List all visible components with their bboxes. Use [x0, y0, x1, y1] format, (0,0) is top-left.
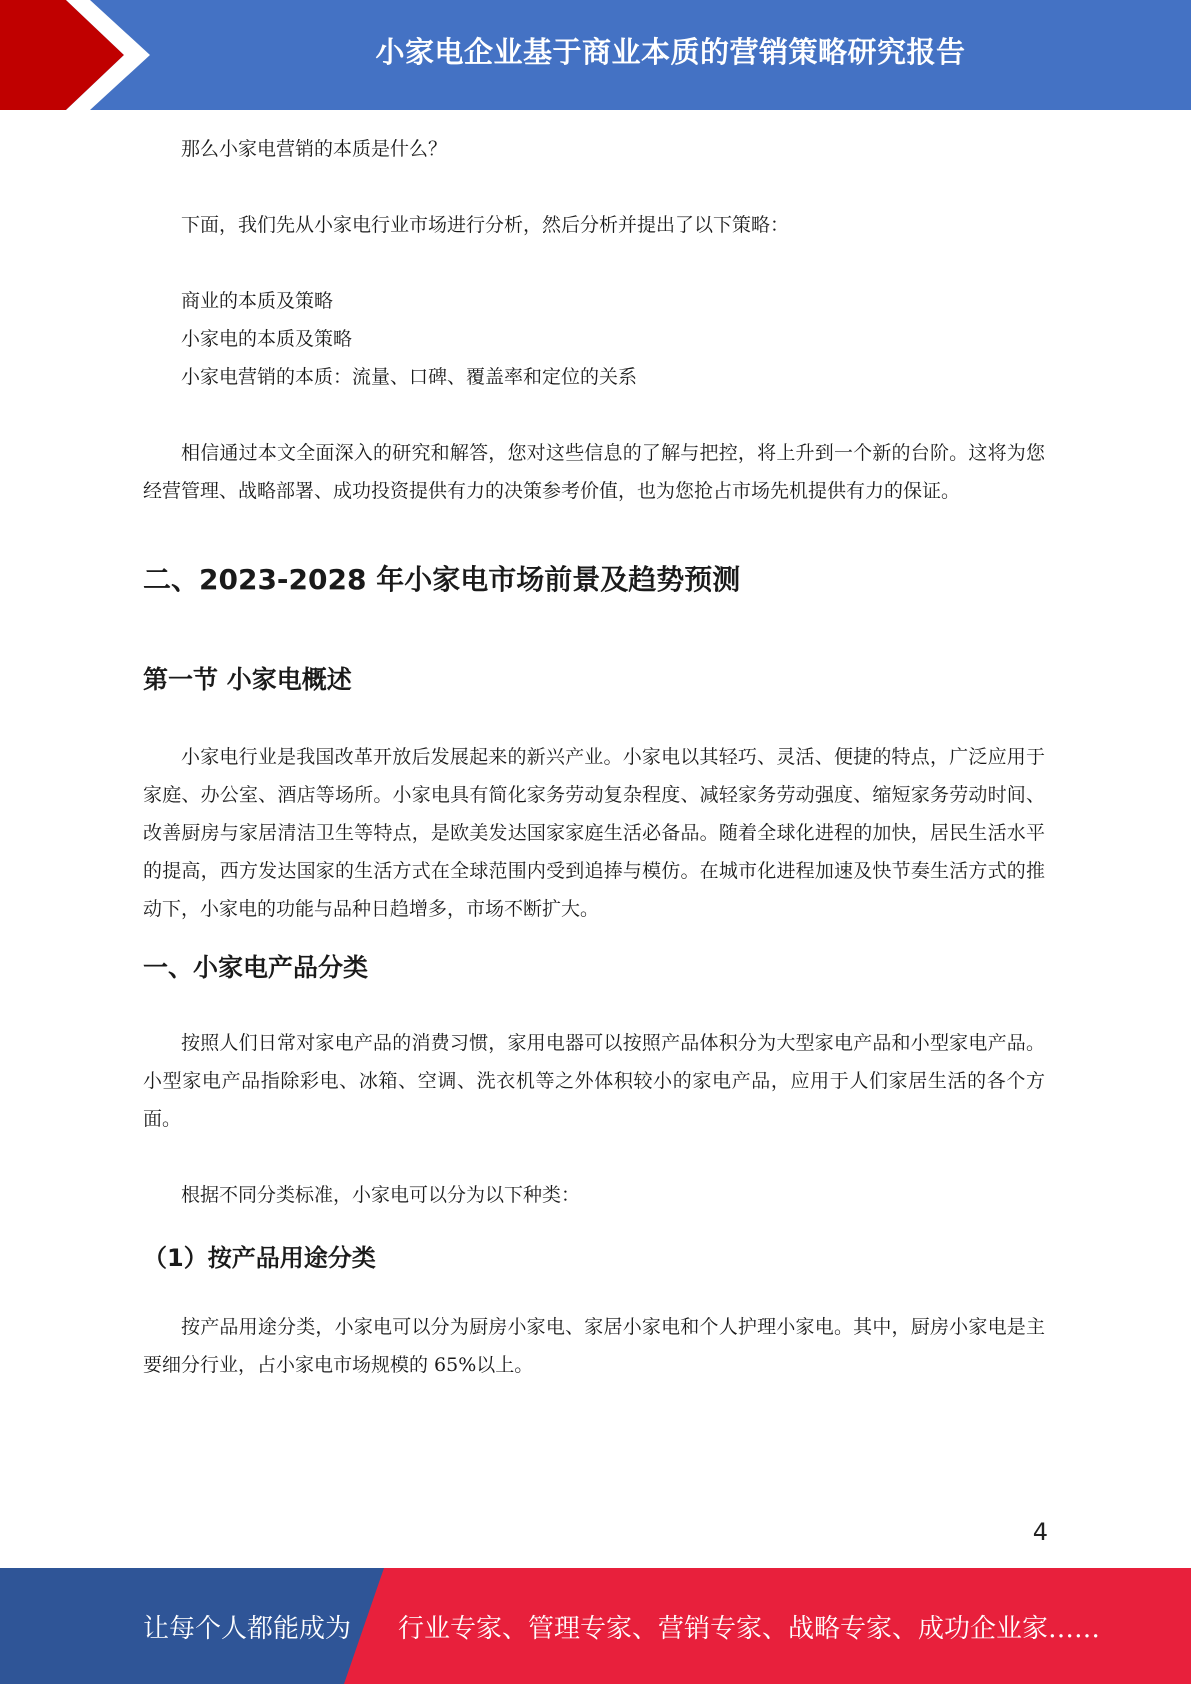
page-footer [0, 1568, 1191, 1684]
list-item: 商业的本质及策略 [181, 290, 334, 312]
footer-slogan-left: 让每个人都能成为 [143, 1613, 352, 1644]
by-use-heading: （1）按产品用途分类 [143, 1244, 376, 1272]
page-header [0, 0, 1191, 110]
page-number: 4 [1032, 1518, 1048, 1546]
report-title: 小家电企业基于商业本质的营销策略研究报告 [375, 34, 966, 69]
intro-lead: 下面，我们先从小家电行业市场进行分析，然后分析并提出了以下策略： [181, 214, 790, 236]
by-use-paragraph: 按产品用途分类，小家电可以分为厨房小家电、家居小家电和个人护理小家电。其中，厨房小家电是主要细分行业，占小家电市场规模的 65%以上。 [143, 1316, 1045, 1376]
intro-question: 那么小家电营销的本质是什么？ [181, 138, 448, 160]
classification-heading: 一、小家电产品分类 [143, 953, 369, 982]
overview-paragraph: 小家电行业是我国改革开放后发展起来的新兴产业。小家电以其轻巧、灵活、便捷的特点，广泛应用于家庭、办公室、酒店等场所。小家电具有简化家务劳动复杂程度、减轻家务劳动强度、缩短家务劳动时间、改善厨房与家居清洁卫生等特点，是欧美发达国家家庭生活必备品。随着全球化进程的加快，居民生活水平的提高，西方发达国家的生活方式在全球范围内受到追捧与模仿。在城市化进程加速及快节奏生活方式的推动下，小家电的功能与品种日趋增多，市场不断扩大。 [143, 746, 1045, 920]
classification-lead: 根据不同分类标准，小家电可以分为以下种类： [181, 1184, 581, 1206]
intro-closing: 相信通过本文全面深入的研究和解答，您对这些信息的了解与把控，将上升到一个新的台阶。这将为您经营管理、战略部署、成功投资提供有力的决策参考价值，也为您抢占市场先机提供有力的保证。 [143, 442, 1045, 502]
footer-slogan-right: 行业专家、管理专家、营销专家、战略专家、成功企业家…… [398, 1613, 1101, 1644]
chapter-heading: 第一节 小家电概述 [143, 665, 352, 694]
classification-paragraph: 按照人们日常对家电产品的消费习惯，家用电器可以按照产品体积分为大型家电产品和小型家电产品。小型家电产品指除彩电、冰箱、空调、洗衣机等之外体积较小的家电产品，应用于人们家居生活的各个方面。 [143, 1032, 1045, 1130]
list-item: 小家电营销的本质：流量、口碑、覆盖率和定位的关系 [181, 366, 638, 388]
section-heading: 二、2023-2028 年小家电市场前景及趋势预测 [143, 563, 741, 596]
list-item: 小家电的本质及策略 [181, 328, 353, 350]
page-body [143, 130, 1045, 1384]
strategy-list [143, 282, 1045, 396]
